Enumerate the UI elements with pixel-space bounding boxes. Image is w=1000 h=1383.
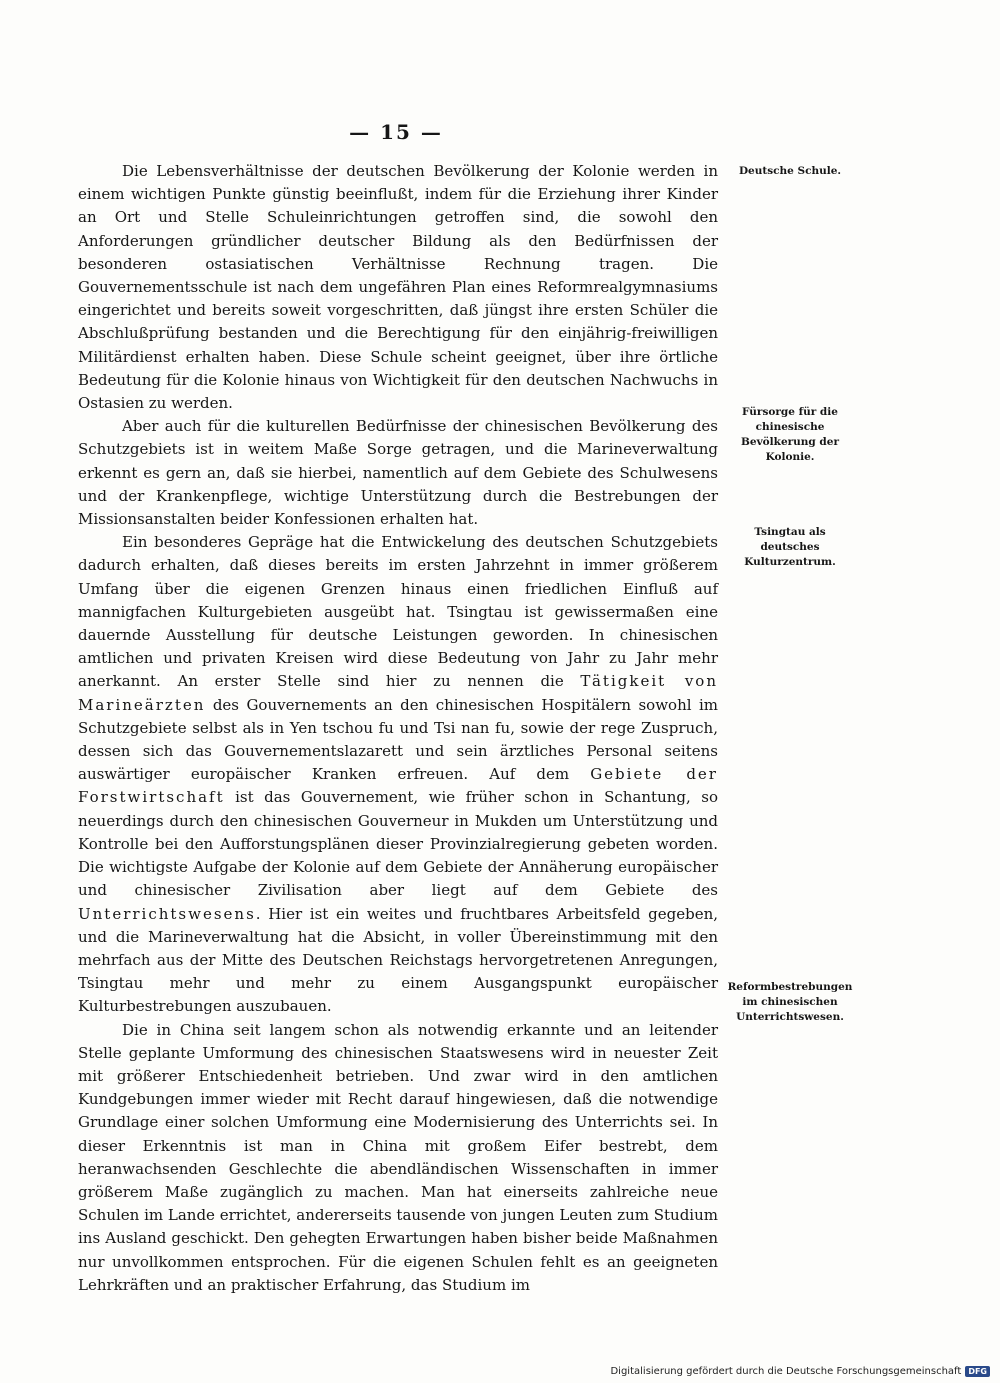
text-span: . Hier ist ein weites und fruchtbares Arbeitsfeld gegeben, und die Marineverwaltung hat die Absicht, in voller Übereinstimmung mit den mehrfach aus der Mitte des Deutschen Reichstags hervorgetretenen Anregungen, Tsingtau mehr und mehr zu einem Ausgangspunkt europäischer Kulturbestrebungen auszubauen.: [78, 904, 718, 1016]
text-span: des Gouvernements an den chinesischen Hospitälern sowohl im Schutzgebiete selbst als in Yen tschou fu und Tsi nan fu, sowie der rege Zuspruch, dessen sich das Gouvernementslazarett und sein ärztliches Personal seitens auswärtiger europäischer Kranken erfreuen. Auf dem: [78, 695, 718, 784]
paragraph-chinesische-bevoelkerung: Aber auch für die kulturellen Bedürfnisse der chinesischen Bevölkerung des Schutzgebiets ist in weitem Maße Sorge getragen, und die Marineverwaltung erkennt es gern an, daß sie hierbei, namentlich auf dem Gebiete des Schulwesens und der Krankenpflege, wichtige Unterstützung durch die Bestrebungen der Missionsanstalten beider Konfessionen erhalten hat.: [78, 417, 718, 529]
text-span: ist das Gouvernement, wie früher schon in Schantung, so neuerdings durch den chinesischen Gouverneur in Mukden um Unterstützung und Kontrolle bei den Aufforstungsplänen dieser Provinzialregierung gebeten worden. Die wichtigste Aufgabe der Kolonie auf dem Gebiete der Annäherung europäischer und chinesischer Zivilisation aber liegt auf dem Gebiete des: [78, 788, 718, 900]
paragraph-deutsche-schule: Die Lebensverhältnisse der deutschen Bevölkerung der Kolonie werden in einem wichtigen Punkte günstig beeinflußt, indem für die Erziehung ihrer Kinder an Ort und Stelle Schuleinrichtungen getroffen sind, die sowohl den Anforderungen gründlicher deutscher Bildung als den Bedürfnissen der besonderen ostasiatischen Verhältnisse Rechnung tragen. Die Gouvernementsschule ist nach dem ungefähren Plan eines Reformrealgymnasiums eingerichtet und bereits soweit vorgeschritten, daß jüngst ihre ersten Schüler die Abschlußprüfung bestanden und die Berechtigung für den einjährig-freiwilligen Militärdienst erhalten haben. Diese Schule scheint geeignet, über ihre örtliche Bedeutung für die Kolonie hinaus von Wichtigkeit für den deutschen Nachwuchs in Ostasien zu werden.: [78, 162, 718, 413]
footer-text: Digitalisierung gefördert durch die Deutsche Forschungsgemeinschaft: [610, 1366, 962, 1377]
paragraph-reformbestrebungen: Die in China seit langem schon als notwendig erkannte und an leitender Stelle geplante Umformung des chinesischen Staatswesens wird in neuester Zeit mit größerer Entschiedenheit betrieben. Und zwar wird in den amtlichen Kundgebungen immer wieder mit Recht darauf hingewiesen, daß die notwendige Grundlage einer solchen Umformung eine Modernisierung des Unterrichts sei. In dieser Erkenntnis ist man in China mit großem Eifer bestrebt, dem heranwachsenden Geschlechte die abendländischen Wissenschaften in immer größerem Maße zugänglich zu machen. Man hat einerseits zahlreiche neue Schulen im Lande errichtet, andererseits tausende von jungen Leuten zum Studium ins Ausland geschickt. Den gehegten Erwartungen haben bisher beide Maßnahmen nur unvollkommen entsprochen. Für die eigenen Schulen fehlt es an geeigneten Lehrkräften und an praktischer Erfahrung, das Studium im: [78, 1020, 718, 1294]
footer: [610, 1366, 990, 1377]
dfg-logo: DFG: [965, 1366, 990, 1377]
main-text: [78, 160, 718, 1297]
emphasis-marineaerzte: Tätigkeit von Marineärzten: [78, 672, 718, 714]
emphasis-forstwirtschaft: Gebiete der Forstwirtschaft: [78, 765, 718, 807]
margin-note-deutsche-schule: Deutsche Schule.: [738, 165, 842, 177]
margin-note-kulturzentrum: Tsingtau als deutsches Kulturzentrum.: [744, 526, 836, 568]
paragraph-kulturzentrum: [78, 531, 718, 1018]
margin-note-fuersorge: Fürsorge für die chinesische Bevölkerung der Kolonie.: [741, 406, 839, 463]
text-span: Ein besonderes Gepräge hat die Entwickelung des deutschen Schutzgebiets dadurch erhalten, daß dieses bereits im ersten Jahrzehnt in immer größerem Umfang über die eigenen Grenzen hinaus einen friedlichen Einfluß auf mannigfachen Kulturgebieten ausgeübt hat. Tsingtau ist gewissermaßen eine dauernde Ausstellung für deutsche Leistungen geworden. In chinesischen amtlichen und privaten Kreisen wird diese Bedeutung von Jahr zu Jahr mehr anerkannt. An erster Stelle sind hier zu nennen die: [78, 533, 718, 691]
emphasis-unterrichtswesen: Unterrichtswesens: [78, 904, 256, 923]
page-number: — 15 —: [349, 120, 443, 144]
margin-note-reformbestrebungen: Reformbestrebungen im chinesischen Unterrichtswesen.: [727, 981, 853, 1023]
